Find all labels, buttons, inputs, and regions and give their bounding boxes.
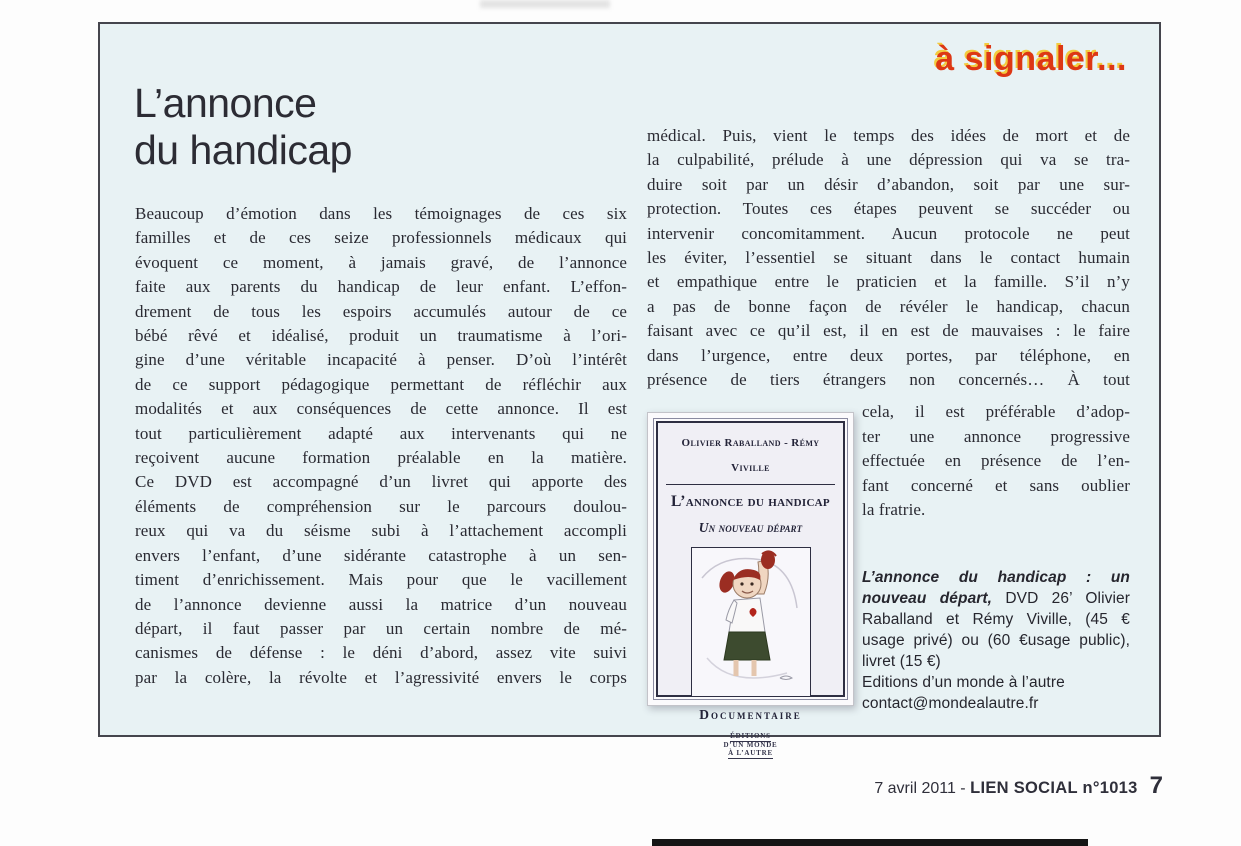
article-title (134, 80, 352, 174)
text-line: bébé rêvé et idéalisé, produit un traumatisme à l’ori- (135, 326, 627, 346)
text-line: par la colère, la révolte et l’agressivité envers le corps (135, 667, 627, 687)
section-label: à signaler... (935, 40, 1127, 78)
text-line: familles et de ces seize professionnels médicaux qui (135, 228, 627, 248)
text-line: faisant avec ce qu’il est, il en est de mauvaises : le faire (647, 321, 1130, 341)
text-line: effectuée en présence de l’en- (862, 451, 1130, 471)
text-line: cela, il est préférable d’adop- (862, 402, 1130, 422)
text-line: intervenir concomitamment. Aucun protocole ne peut (647, 223, 1130, 243)
text-line: présence de tiers étrangers non concernés… À tout (647, 370, 1130, 390)
text-line: dans l’urgence, entre deux portes, par téléphone, en (647, 345, 1130, 365)
text-line: la culpabilité, prélude à une dépression qui va se tra- (647, 150, 1130, 170)
text-line: reux qui va du séisme subi à l’attachement accompli (135, 521, 627, 541)
dvd-title: L’annonce du handicap (671, 493, 830, 511)
dvd-publisher-line2: D’UN MONDE (723, 741, 778, 749)
scan-artifact (480, 0, 610, 8)
text-line: tout particulièrement adapté aux intervenants qui ne (135, 423, 627, 443)
text-line: faite aux parents du handicap de leur enfant. L’effon- (135, 277, 627, 297)
dvd-caption-publisher: Editions d’un monde à l’autre (862, 673, 1065, 691)
dvd-publisher-line1: ÉDITIONS (730, 733, 771, 743)
article-title-line2: du handicap (134, 127, 352, 173)
article-panel (98, 22, 1161, 757)
text-line: drement de tous les espoirs accumulés autour de ce (135, 301, 627, 321)
girl-illustration-icon (692, 548, 810, 696)
text-line: départ, il faut passer par un certain nombre de mé- (135, 618, 627, 638)
text-line: évoquent ce moment, à jamais gravé, de l’annonce (135, 252, 627, 272)
dvd-caption-email: contact@mondealautre.fr (862, 694, 1039, 712)
text-line: la fratrie. (862, 500, 926, 520)
dvd-illustration (691, 547, 811, 697)
footer-date: 7 avril 2011 - (874, 780, 971, 797)
text-line: duire soit par un désir d’abandon, soit par une sur- (647, 174, 1130, 194)
text-line: envers l’enfant, d’une sidérante catastrophe à un sen- (135, 545, 627, 565)
article-column-left (135, 202, 627, 690)
text-line: protection. Toutes ces étapes peuvent se succéder ou (647, 199, 1130, 219)
dvd-cover (647, 412, 854, 757)
text-line: fant concerné et sans oublier (862, 475, 1130, 495)
text-line: reçoivent aucune formation préalable en la matière. (135, 448, 627, 468)
dvd-cover-card (656, 421, 845, 757)
text-line: les éviter, l’essentiel se situant dans le contact humain (647, 248, 1130, 268)
footer-journal: LIEN SOCIAL n°1013 (970, 779, 1138, 797)
dvd-publisher-logo (664, 733, 837, 760)
article-title-line1: L’annonce (134, 80, 317, 126)
text-line: éléments de compréhension sur le parcours doulou- (135, 496, 627, 516)
text-line: Ce DVD est accompagné d’un livret qui apporte des (135, 472, 627, 492)
dvd-subtitle: Un nouveau départ (698, 519, 803, 535)
dvd-caption-title: L’annonce du handicap : un nouveau départ, (862, 568, 1130, 607)
article-column-right (647, 124, 1130, 757)
text-line: Beaucoup d’émotion dans les témoignages de ces six (135, 204, 627, 223)
text-line: ter une annonce progressive (862, 426, 1130, 446)
text-line: timent d’enrichissement. Mais pour que le vacillement (135, 570, 627, 590)
page-footer (874, 772, 1163, 800)
dvd-publisher-line3: À L’AUTRE (728, 750, 773, 760)
text-line: médical. Puis, vient le temps des idées de mort et de (647, 126, 1130, 145)
text-line: modalités et aux conséquences de cette annonce. Il est (135, 399, 627, 419)
dvd-genre: Documentaire (699, 707, 802, 723)
text-line: canismes de défense : le déni d’abord, assez vite suivi (135, 643, 627, 663)
scan-artifact-bar (652, 839, 1088, 846)
dvd-caption-details: DVD 26’ Olivier Raballand et Rémy Viville, (45 € usage privé) ou (60 €usage public), livret (15 €) (862, 589, 1130, 670)
text-line: gine d’une véritable incapacité à penser. D’où l’intérêt (135, 350, 627, 370)
footer-page-number: 7 (1149, 772, 1163, 799)
text-line: a pas de bonne façon de révéler le handicap, chacun (647, 296, 1130, 316)
dvd-authors: Olivier Raballand - Rémy Viville (666, 431, 835, 485)
text-line: de ce support pédagogique permettant de réfléchir aux (135, 374, 627, 394)
column-right-lower (647, 400, 1130, 757)
text-line: et empathique entre le praticien et la famille. S’il n’y (647, 272, 1130, 292)
column-right-upper-text (647, 124, 1130, 392)
text-line: de l’annonce devienne aussi la matrice d’un nouveau (135, 594, 627, 614)
